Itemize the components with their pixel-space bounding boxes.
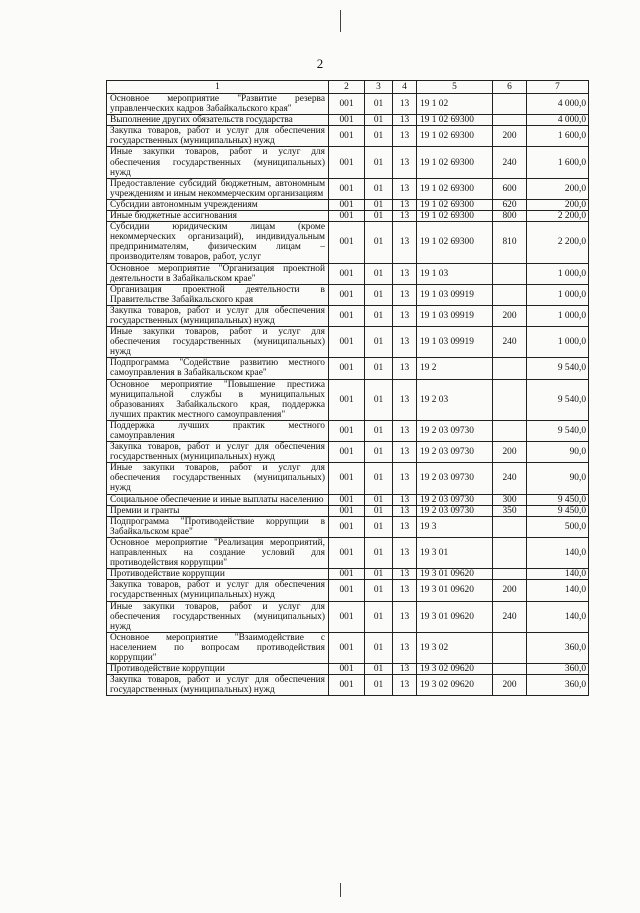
row-amount: 140,0 [527,569,589,580]
table-row [107,632,589,663]
table-row [107,494,589,505]
row-code-4: 13 [393,327,417,358]
row-code-2: 001 [329,222,365,263]
row-type-code: 240 [493,463,527,494]
row-code-2: 001 [329,379,365,420]
row-code-4: 13 [393,664,417,675]
table-row [107,580,589,601]
row-code-2: 001 [329,516,365,537]
row-code-3: 01 [365,126,393,147]
row-code-4: 13 [393,463,417,494]
header-col-1: 1 [107,81,329,94]
row-description: Иные бюджетные ассигнования [107,211,329,222]
row-description: Организация проектной деятельности в Правительстве Забайкальского края [107,284,329,305]
row-code-2: 001 [329,601,365,632]
row-program-code: 19 1 02 [417,94,493,115]
row-amount: 140,0 [527,601,589,632]
row-code-2: 001 [329,632,365,663]
row-amount: 2 200,0 [527,211,589,222]
page-number: 2 [316,56,324,71]
row-type-code [493,94,527,115]
row-amount: 1 000,0 [527,327,589,358]
table-row [107,199,589,210]
row-program-code: 19 2 03 09730 [417,494,493,505]
row-code-2: 001 [329,199,365,210]
row-code-2: 001 [329,569,365,580]
row-code-2: 001 [329,147,365,178]
table-row [107,463,589,494]
row-program-code: 19 1 02 69300 [417,115,493,126]
row-program-code: 19 3 01 09620 [417,580,493,601]
row-amount: 9 450,0 [527,494,589,505]
row-code-2: 001 [329,580,365,601]
row-code-2: 001 [329,211,365,222]
row-code-4: 13 [393,569,417,580]
table-row [107,442,589,463]
row-amount: 200,0 [527,178,589,199]
row-description: Социальное обеспечение и иные выплаты населению [107,494,329,505]
row-type-code [493,420,527,441]
row-program-code: 19 3 02 [417,632,493,663]
row-type-code: 200 [493,580,527,601]
row-description: Противодействие коррупции [107,664,329,675]
row-description: Подпрограмма "Противодействие коррупции в Забайкальском крае" [107,516,329,537]
table-row [107,505,589,516]
header-col-2: 2 [329,81,365,94]
table-row [107,420,589,441]
row-code-2: 001 [329,664,365,675]
row-type-code: 600 [493,178,527,199]
row-type-code [493,115,527,126]
row-code-4: 13 [393,263,417,284]
row-type-code [493,263,527,284]
row-type-code [493,537,527,568]
table-row [107,601,589,632]
row-description: Премии и гранты [107,505,329,516]
row-program-code: 19 2 03 09730 [417,420,493,441]
row-description: Противодействие коррупции [107,569,329,580]
table-row [107,327,589,358]
row-code-4: 13 [393,147,417,178]
header-col-4: 4 [393,81,417,94]
row-code-4: 13 [393,442,417,463]
row-code-3: 01 [365,569,393,580]
row-description: Закупка товаров, работ и услуг для обеспечения государственных (муниципальных) нужд [107,675,329,696]
row-type-code: 300 [493,494,527,505]
row-program-code: 19 1 03 09919 [417,327,493,358]
budget-table [106,80,589,696]
row-amount: 2 200,0 [527,222,589,263]
row-description: Закупка товаров, работ и услуг для обеспечения государственных (муниципальных) нужд [107,126,329,147]
header-col-6: 6 [493,81,527,94]
row-code-3: 01 [365,358,393,379]
row-code-3: 01 [365,94,393,115]
header-col-7: 7 [527,81,589,94]
row-type-code: 240 [493,147,527,178]
row-code-2: 001 [329,284,365,305]
row-program-code: 19 2 03 [417,379,493,420]
row-program-code: 19 2 03 09730 [417,505,493,516]
row-code-4: 13 [393,601,417,632]
row-type-code [493,516,527,537]
row-code-3: 01 [365,664,393,675]
row-amount: 360,0 [527,632,589,663]
row-code-4: 13 [393,420,417,441]
row-description: Иные закупки товаров, работ и услуг для обеспечения государственных (муниципальных) нужд [107,601,329,632]
row-code-3: 01 [365,284,393,305]
row-code-3: 01 [365,463,393,494]
row-code-2: 001 [329,94,365,115]
row-code-3: 01 [365,442,393,463]
row-code-2: 001 [329,537,365,568]
row-type-code [493,284,527,305]
table-row [107,115,589,126]
row-code-3: 01 [365,632,393,663]
row-program-code: 19 2 03 09730 [417,463,493,494]
row-program-code: 19 1 02 69300 [417,222,493,263]
row-description: Субсидии юридическим лицам (кроме некоммерческих организаций), индивидуальным предпринимателям, физическим лицам – производителям товаров, работ, услуг [107,222,329,263]
row-description: Основное мероприятие "Организация проектной деятельности в Забайкальском крае" [107,263,329,284]
row-code-4: 13 [393,505,417,516]
row-amount: 90,0 [527,463,589,494]
row-code-4: 13 [393,305,417,326]
row-code-3: 01 [365,505,393,516]
row-program-code: 19 1 03 [417,263,493,284]
row-code-3: 01 [365,211,393,222]
row-code-3: 01 [365,675,393,696]
row-program-code: 19 3 01 09620 [417,601,493,632]
row-program-code: 19 2 [417,358,493,379]
table-row [107,379,589,420]
row-description: Выполнение других обязательств государства [107,115,329,126]
row-type-code: 800 [493,211,527,222]
row-code-4: 13 [393,126,417,147]
row-program-code: 19 1 02 69300 [417,178,493,199]
row-code-4: 13 [393,94,417,115]
row-code-3: 01 [365,199,393,210]
row-code-2: 001 [329,463,365,494]
row-amount: 1 000,0 [527,305,589,326]
table-row [107,675,589,696]
row-program-code: 19 2 03 09730 [417,442,493,463]
row-type-code: 200 [493,126,527,147]
row-code-3: 01 [365,601,393,632]
row-code-2: 001 [329,178,365,199]
row-code-3: 01 [365,379,393,420]
row-type-code [493,569,527,580]
header-col-5: 5 [417,81,493,94]
row-code-2: 001 [329,126,365,147]
row-type-code: 240 [493,327,527,358]
row-code-2: 001 [329,263,365,284]
row-type-code: 810 [493,222,527,263]
row-description: Иные закупки товаров, работ и услуг для обеспечения государственных (муниципальных) нужд [107,147,329,178]
row-program-code: 19 1 02 69300 [417,147,493,178]
header-col-3: 3 [365,81,393,94]
table-row [107,358,589,379]
row-description: Субсидии автономным учреждениям [107,199,329,210]
row-program-code: 19 1 02 69300 [417,199,493,210]
row-code-3: 01 [365,222,393,263]
table-row [107,537,589,568]
row-code-2: 001 [329,442,365,463]
row-amount: 9 540,0 [527,358,589,379]
row-code-3: 01 [365,494,393,505]
row-type-code [493,632,527,663]
row-amount: 1 600,0 [527,126,589,147]
row-type-code: 200 [493,305,527,326]
row-code-2: 001 [329,327,365,358]
row-code-3: 01 [365,516,393,537]
row-code-3: 01 [365,263,393,284]
row-code-4: 13 [393,537,417,568]
row-amount: 500,0 [527,516,589,537]
row-program-code: 19 1 02 69300 [417,211,493,222]
row-code-4: 13 [393,379,417,420]
row-code-2: 001 [329,305,365,326]
row-code-4: 13 [393,358,417,379]
row-type-code [493,664,527,675]
row-description: Основное мероприятие "Повышение престижа муниципальной службы в муниципальных образованиях Забайкальского края, поддержка лучших практик местного самоуправления" [107,379,329,420]
row-description: Основное мероприятие "Развитие резерва управленческих кадров Забайкальского края" [107,94,329,115]
margin-line-bottom [340,883,341,897]
row-amount: 90,0 [527,442,589,463]
row-code-4: 13 [393,222,417,263]
row-amount: 9 540,0 [527,379,589,420]
row-code-2: 001 [329,494,365,505]
row-code-3: 01 [365,580,393,601]
row-amount: 360,0 [527,664,589,675]
row-program-code: 19 1 03 09919 [417,305,493,326]
row-description: Основное мероприятие "Реализация мероприятий, направленных на создание условий для противодействия коррупции" [107,537,329,568]
row-description: Иные закупки товаров, работ и услуг для обеспечения государственных (муниципальных) нужд [107,327,329,358]
row-code-2: 001 [329,115,365,126]
row-description: Закупка товаров, работ и услуг для обеспечения государственных (муниципальных) нужд [107,580,329,601]
row-code-2: 001 [329,420,365,441]
row-amount: 1 600,0 [527,147,589,178]
table-row [107,284,589,305]
row-code-3: 01 [365,115,393,126]
row-type-code: 240 [493,601,527,632]
table-row [107,222,589,263]
row-type-code: 620 [493,199,527,210]
row-type-code: 200 [493,675,527,696]
row-code-4: 13 [393,516,417,537]
row-code-4: 13 [393,178,417,199]
row-description: Поддержка лучших практик местного самоуправления [107,420,329,441]
row-description: Основное мероприятие "Взаимодействие с населением по вопросам противодействия коррупции" [107,632,329,663]
row-amount: 140,0 [527,537,589,568]
row-code-3: 01 [365,178,393,199]
row-code-3: 01 [365,305,393,326]
row-description: Подпрограмма "Содействие развитию местного самоуправления в Забайкальском крае" [107,358,329,379]
row-type-code: 350 [493,505,527,516]
table-row [107,126,589,147]
row-description: Иные закупки товаров, работ и услуг для обеспечения государственных (муниципальных) нужд [107,463,329,494]
row-code-2: 001 [329,358,365,379]
row-program-code: 19 1 03 09919 [417,284,493,305]
row-amount: 140,0 [527,580,589,601]
row-code-4: 13 [393,494,417,505]
row-program-code: 19 3 01 [417,537,493,568]
row-code-4: 13 [393,675,417,696]
row-description: Закупка товаров, работ и услуг для обеспечения государственных (муниципальных) нужд [107,305,329,326]
row-program-code: 19 3 02 09620 [417,664,493,675]
row-type-code: 200 [493,442,527,463]
table-row [107,263,589,284]
row-code-3: 01 [365,420,393,441]
row-code-3: 01 [365,327,393,358]
row-code-2: 001 [329,505,365,516]
row-code-4: 13 [393,284,417,305]
row-code-4: 13 [393,580,417,601]
row-amount: 9 450,0 [527,505,589,516]
row-amount: 9 540,0 [527,420,589,441]
table-row [107,664,589,675]
row-amount: 200,0 [527,199,589,210]
row-program-code: 19 3 02 09620 [417,675,493,696]
row-amount: 1 000,0 [527,263,589,284]
row-amount: 360,0 [527,675,589,696]
table-header-row [107,81,589,94]
row-code-4: 13 [393,632,417,663]
margin-line-top [340,10,341,32]
row-amount: 4 000,0 [527,115,589,126]
row-amount: 1 000,0 [527,284,589,305]
table-row [107,178,589,199]
row-code-4: 13 [393,211,417,222]
table-row [107,305,589,326]
row-description: Закупка товаров, работ и услуг для обеспечения государственных (муниципальных) нужд [107,442,329,463]
table-row [107,94,589,115]
row-description: Предоставление субсидий бюджетным, автономным учреждениям и иным некоммерческим организациям [107,178,329,199]
table-row [107,211,589,222]
row-program-code: 19 3 [417,516,493,537]
row-type-code [493,379,527,420]
row-code-4: 13 [393,115,417,126]
row-type-code [493,358,527,379]
row-program-code: 19 3 01 09620 [417,569,493,580]
row-code-3: 01 [365,147,393,178]
row-program-code: 19 1 02 69300 [417,126,493,147]
table-row [107,569,589,580]
row-amount: 4 000,0 [527,94,589,115]
row-code-2: 001 [329,675,365,696]
table-row [107,516,589,537]
table-row [107,147,589,178]
row-code-3: 01 [365,537,393,568]
row-code-4: 13 [393,199,417,210]
